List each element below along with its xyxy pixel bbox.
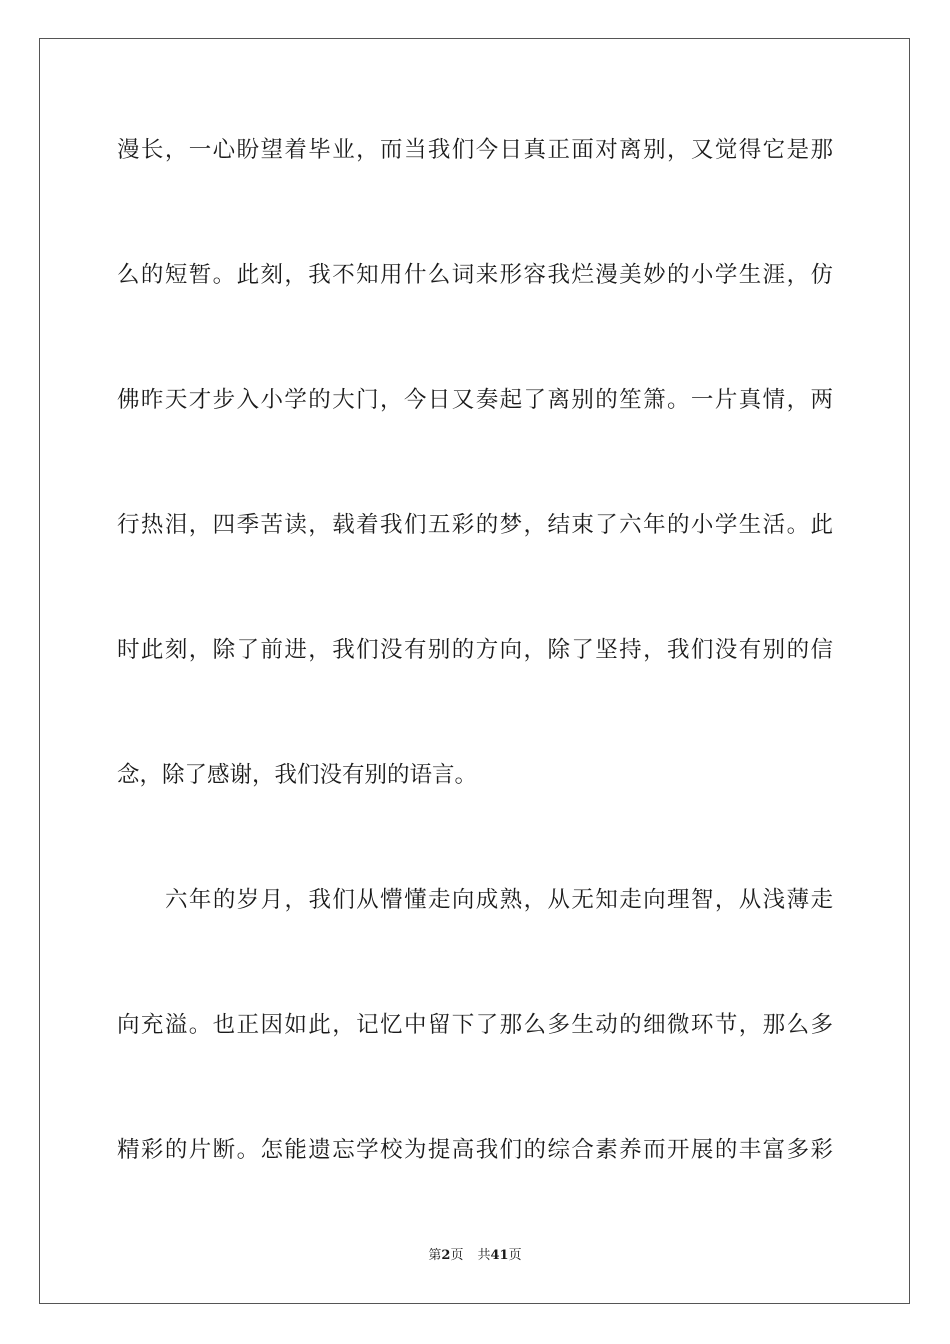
total-prefix: 共 — [477, 1248, 491, 1263]
text-line: 精彩的片断。怎能遗忘学校为提高我们的综合素养而开展的丰富多彩 — [117, 1137, 833, 1163]
page-border — [39, 38, 910, 1304]
page-number: 2 — [441, 1248, 451, 1263]
text-line: 佛昨天才步入小学的大门，今日又奏起了离别的笙箫。一片真情，两 — [117, 387, 833, 413]
text-line: 漫长，一心盼望着毕业，而当我们今日真正面对离别，又觉得它是那 — [117, 137, 833, 163]
text-line: 向充溢。也正因如此，记忆中留下了那么多生动的细微环节，那么多 — [117, 1012, 833, 1038]
total-pages: 41 — [490, 1248, 509, 1263]
text-line: 行热泪，四季苦读，载着我们五彩的梦，结束了六年的小学生活。此 — [117, 512, 833, 538]
paragraph-first-line: 六年的岁月，我们从懵懂走向成熟，从无知走向理智，从浅薄走 — [165, 887, 833, 913]
text-line: 念，除了感谢，我们没有别的语言。 — [117, 762, 478, 788]
text-line: 时此刻，除了前进，我们没有别的方向，除了坚持，我们没有别的信 — [117, 637, 833, 663]
page-suffix: 页 — [450, 1248, 464, 1263]
page-footer — [0, 1247, 950, 1265]
page-prefix: 第 — [428, 1248, 442, 1263]
text-line: 么的短暂。此刻，我不知用什么词来形容我烂漫美妙的小学生涯，仿 — [117, 262, 833, 288]
total-suffix: 页 — [508, 1248, 522, 1263]
